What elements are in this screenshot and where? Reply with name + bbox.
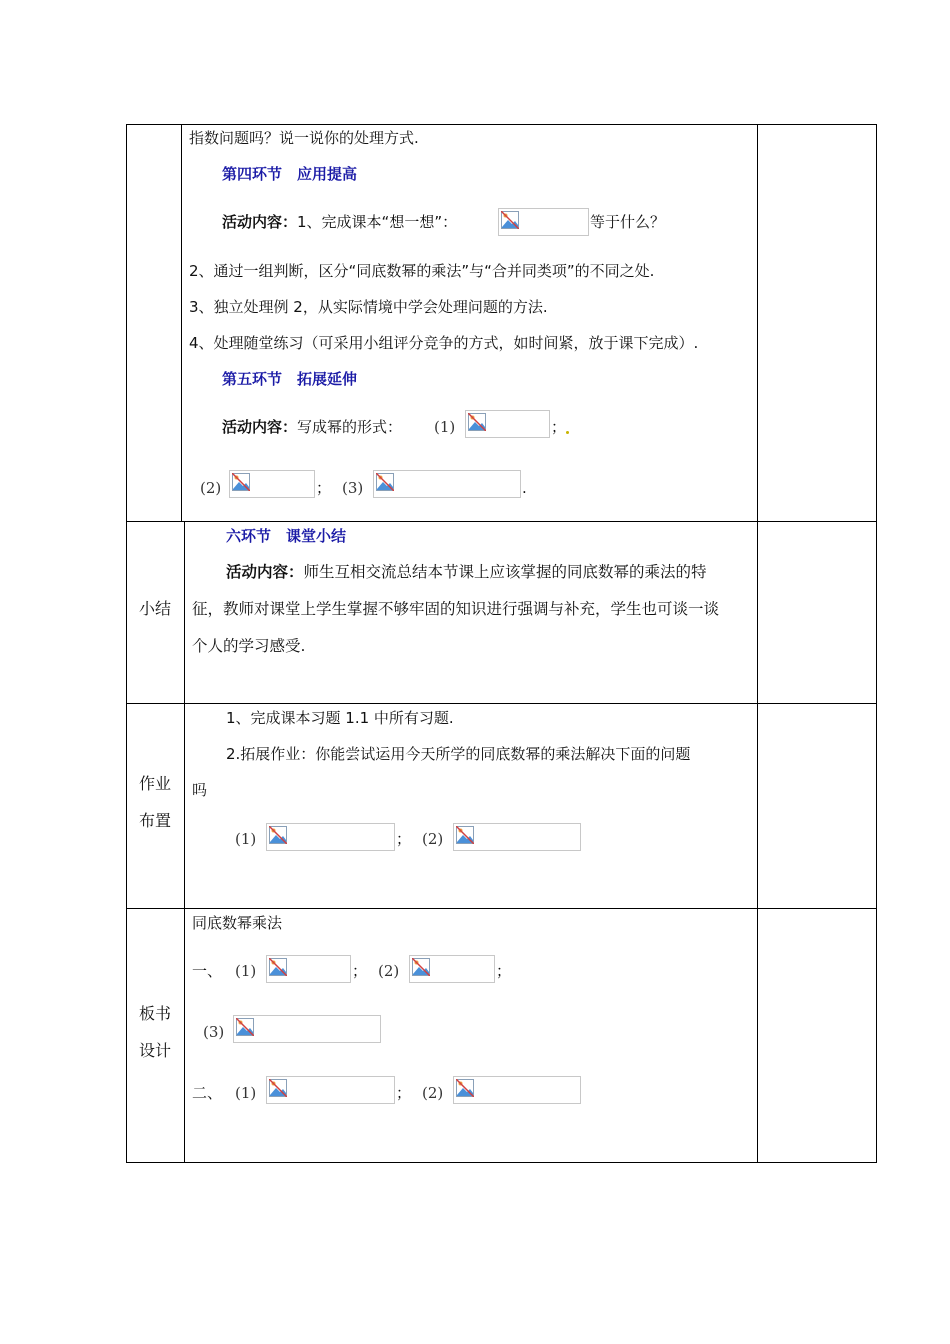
- formula-image: [229, 470, 315, 498]
- formula-image: [233, 1015, 381, 1043]
- formula-image: [465, 410, 550, 438]
- paren-1: (1): [235, 1084, 257, 1102]
- broken-image-icon: [376, 473, 394, 491]
- activity2-label: 活动内容：: [222, 418, 298, 436]
- board-title: 同底数幂乘法: [192, 914, 283, 932]
- formula-image: [266, 823, 395, 851]
- formula-image: [409, 955, 495, 983]
- formula-image: [373, 470, 521, 498]
- formula-image: [266, 1076, 395, 1104]
- broken-image-icon: [412, 958, 430, 976]
- summary-activity-label: 活动内容：: [226, 563, 304, 581]
- row-label-board-1: 板书: [138, 1004, 171, 1023]
- item2: 2、通过一组判断，区分“同底数幂的乘法”与“合并同类项”的不同之处.: [189, 262, 655, 280]
- formula-image: [453, 823, 581, 851]
- table-border-row1: [126, 521, 877, 522]
- separator: ；: [352, 962, 368, 980]
- table-border-bottom: [126, 1162, 877, 1163]
- homework-item2-line2: 吗: [192, 781, 208, 799]
- section5-title: 第五环节 拓展延伸: [222, 370, 358, 388]
- summary-line-3: 个人的学习感受.: [192, 637, 306, 655]
- item4: 4、处理随堂练习（可采用小组评分竞争的方式，如时间紧，放于课下完成）.: [189, 334, 699, 352]
- broken-image-icon: [501, 211, 519, 229]
- summary-line-1: [226, 562, 707, 582]
- activity-line-1: [222, 212, 457, 232]
- board-one: 一、: [192, 962, 223, 980]
- decorative-dot: [566, 431, 569, 434]
- table-col-divider-top: [181, 124, 182, 521]
- row-label-board-2: 设计: [138, 1041, 171, 1060]
- paren-1: (1): [235, 962, 257, 980]
- table-col-divider: [184, 521, 185, 1162]
- row-label-homework-2: 布置: [138, 811, 171, 830]
- paren-2: (2): [200, 479, 222, 497]
- broken-image-icon: [269, 958, 287, 976]
- broken-image-icon: [236, 1018, 254, 1036]
- summary-text-1: 师生互相交流总结本节课上应该掌握的同底数幂的乘法的特: [303, 563, 707, 581]
- homework-item1: 1、完成课本习题 1.1 中所有习题.: [226, 709, 454, 727]
- formula-image: [266, 955, 351, 983]
- table-border-row2: [126, 703, 877, 704]
- row-label-summary: 小结: [138, 599, 171, 618]
- row-label-homework-1: 作业: [138, 774, 171, 793]
- broken-image-icon: [269, 826, 287, 844]
- paren-1: (1): [434, 418, 456, 436]
- formula-image: [453, 1076, 581, 1104]
- formula-image: [498, 208, 589, 236]
- paren-2: (2): [422, 830, 444, 848]
- separator: ；: [316, 479, 332, 497]
- summary-line-2: 征，教师对课堂上学生掌握不够牢固的知识进行强调与补充，学生也可谈一谈: [192, 600, 720, 618]
- table-border-row3: [126, 908, 877, 909]
- broken-image-icon: [269, 1079, 287, 1097]
- end-period: .: [522, 479, 527, 497]
- paren-3: (3): [342, 479, 364, 497]
- item1-suffix: 等于什么？: [590, 213, 666, 231]
- table-col-divider-right: [757, 124, 758, 1163]
- table-border-right: [876, 124, 877, 1163]
- summary-title: 六环节 课堂小结: [226, 527, 347, 545]
- row1-intro-text: 指数问题吗？说一说你的处理方式.: [189, 129, 419, 147]
- paren-1: (1): [235, 830, 257, 848]
- activity-line-2: [222, 417, 402, 437]
- separator: ；: [496, 962, 512, 980]
- paren-2: (2): [378, 962, 400, 980]
- board-two: 二、: [192, 1084, 223, 1102]
- activity2-text: 写成幂的形式：: [297, 418, 403, 436]
- broken-image-icon: [232, 473, 250, 491]
- item3: 3、独立处理例 2，从实际情境中学会处理问题的方法.: [189, 298, 548, 316]
- item1-prefix: 1、完成课本“想一想”：: [297, 213, 458, 231]
- table-border-top: [126, 124, 877, 125]
- paren-2: (2): [422, 1084, 444, 1102]
- section4-title: 第四环节 应用提高: [222, 165, 358, 183]
- broken-image-icon: [456, 826, 474, 844]
- separator: ；: [396, 1084, 412, 1102]
- homework-item2-line1: 2.拓展作业：你能尝试运用今天所学的同底数幂的乘法解决下面的问题: [226, 745, 691, 763]
- separator: ；: [551, 418, 567, 436]
- paren-3: (3): [203, 1023, 225, 1041]
- separator: ；: [396, 830, 412, 848]
- activity-label: 活动内容：: [222, 213, 298, 231]
- broken-image-icon: [456, 1079, 474, 1097]
- broken-image-icon: [468, 413, 486, 431]
